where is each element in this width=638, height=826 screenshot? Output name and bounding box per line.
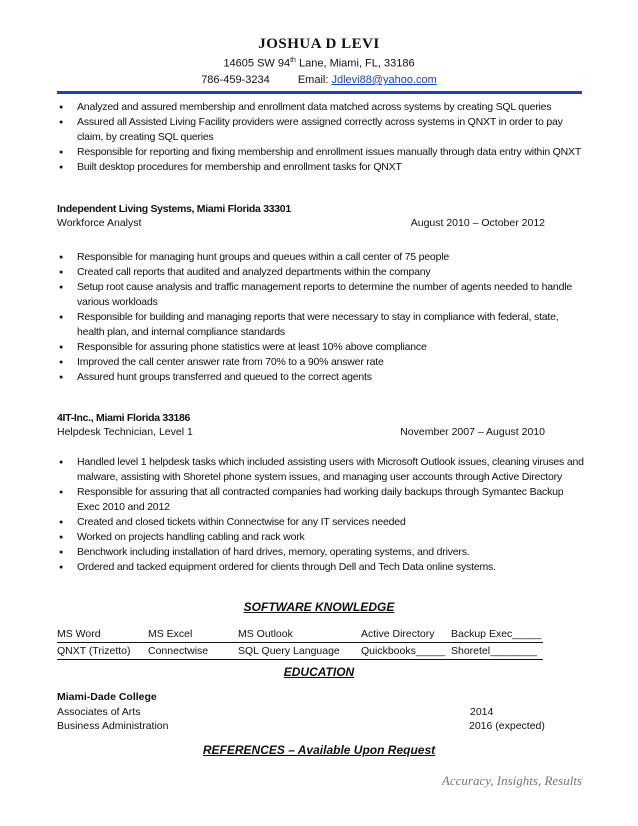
list-item: ● Handled level 1 helpdesk tasks which included assisting users with Microsoft Outlook issues, cleaning viruses and malware, assisting with Shoretel phone system issues, and managing user accounts through Active Directory bbox=[57, 455, 585, 485]
email-link[interactable]: Jdlevi88@yahoo.com bbox=[331, 74, 437, 86]
address-ordinal: th bbox=[290, 57, 296, 64]
table-cell: SQL Query Language bbox=[238, 643, 361, 660]
footer-tagline: Accuracy, Insights, Results bbox=[441, 773, 582, 788]
list-item: ● Responsible for assuring phone statistics were at least 10% above compliance bbox=[57, 340, 585, 355]
list-item: ● Responsible for reporting and fixing membership and enrollment issues manually through data entry within QNXT bbox=[57, 145, 585, 160]
job-ils-bullets bbox=[57, 250, 585, 385]
phone-number: 786-459-3234 bbox=[201, 74, 270, 86]
list-item: ● Benchwork including installation of hard drives, memory, operating systems, and drivers. bbox=[57, 545, 585, 560]
list-item: ● Ordered and tacked equipment ordered for clients through Dell and Tech Data online systems. bbox=[57, 560, 585, 575]
table-cell: Backup Exec_____ bbox=[451, 626, 543, 643]
list-item: ● Analyzed and assured membership and enrollment data matched across systems by creating SQL queries bbox=[57, 100, 585, 115]
table-cell: Active Directory bbox=[361, 626, 451, 643]
job-dates: August 2010 – October 2012 bbox=[410, 217, 545, 229]
table-row bbox=[57, 626, 543, 643]
address-street: 14605 SW 94 bbox=[223, 57, 291, 70]
email-label: Email: bbox=[297, 74, 329, 86]
list-item: ● Assured all Assisted Living Facility providers were assigned correctly across systems in QNXT in order to pay claim, by creating SQL queries bbox=[57, 115, 585, 145]
education-heading: EDUCATION bbox=[283, 665, 355, 679]
job-title: Helpdesk Technician, Level 1 bbox=[57, 426, 193, 438]
list-item: ● Improved the call center answer rate from 70% to a 90% answer rate bbox=[57, 355, 585, 370]
degree-row bbox=[57, 706, 547, 718]
school-name: Miami-Dade College bbox=[57, 691, 157, 703]
summary-list bbox=[57, 100, 585, 175]
degree-year: 2014 bbox=[470, 706, 494, 718]
degree-row bbox=[57, 720, 547, 732]
address-city: Lane, Miami, FL, 33186 bbox=[295, 57, 415, 70]
list-item: ● Assured hunt groups transferred and queued to the correct agents bbox=[57, 370, 585, 385]
job-4it-bullets bbox=[57, 455, 585, 575]
table-cell: MS Outlook bbox=[238, 626, 361, 643]
table-cell: MS Word bbox=[57, 626, 148, 643]
address-line bbox=[0, 57, 638, 70]
list-item: ● Built desktop procedures for membership and enrollment tasks for QNXT bbox=[57, 160, 585, 175]
employer-4it: 4IT-Inc., Miami Florida 33186 bbox=[57, 412, 191, 424]
table-cell: MS Excel bbox=[148, 626, 238, 643]
software-heading: SOFTWARE KNOWLEDGE bbox=[243, 600, 395, 614]
list-item: ● Responsible for assuring that all contracted companies had working daily backups through Symantec Backup Exec 2010 and 2012 bbox=[57, 485, 585, 515]
list-item: ● Responsible for managing hunt groups and queues within a call center of 75 people bbox=[57, 250, 585, 265]
list-item: ● Created call reports that audited and analyzed departments within the company bbox=[57, 265, 585, 280]
table-cell: QNXT (Trizetto) bbox=[57, 643, 148, 660]
list-item: ● Worked on projects handling cabling and rack work bbox=[57, 530, 585, 545]
table-cell: Shoretel________ bbox=[451, 643, 543, 660]
degree-name: Business Administration bbox=[57, 720, 169, 732]
table-row bbox=[57, 643, 543, 660]
contact-line bbox=[0, 74, 638, 86]
candidate-name: JOSHUA D LEVI bbox=[258, 36, 380, 52]
list-item: ● Created and closed tickets within Connectwise for any IT services needed bbox=[57, 515, 585, 530]
job-title-line bbox=[57, 217, 545, 229]
job-title: Workforce Analyst bbox=[57, 217, 142, 229]
header-divider bbox=[57, 91, 582, 94]
table-cell: Quickbooks_____ bbox=[361, 643, 451, 660]
list-item: ● Setup root cause analysis and traffic management reports to determine the number of agents needed to handle various workloads bbox=[57, 280, 585, 310]
list-item: ● Responsible for building and managing reports that were necessary to stay in compliance with federal, state, health plan, and internal compliance standards bbox=[57, 310, 585, 340]
table-cell: Connectwise bbox=[148, 643, 238, 660]
degree-year: 2016 (expected) bbox=[469, 720, 545, 732]
employer-ils: Independent Living Systems, Miami Florida 33301 bbox=[57, 203, 291, 215]
references-heading: REFERENCES – Available Upon Request bbox=[202, 743, 436, 757]
degree-name: Associates of Arts bbox=[57, 706, 141, 718]
job-title-line bbox=[57, 426, 545, 438]
job-dates: November 2007 – August 2010 bbox=[400, 426, 545, 438]
software-table bbox=[57, 626, 543, 660]
